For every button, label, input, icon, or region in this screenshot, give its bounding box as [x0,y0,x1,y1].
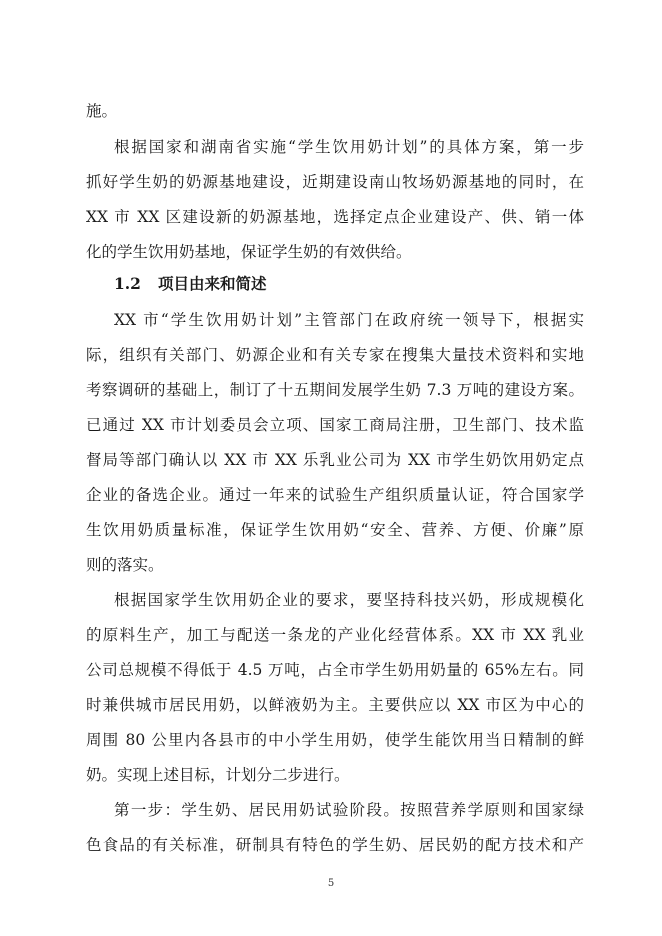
paragraph-2-line-2: 抓好学生奶的奶源基地建设，近期建设南山牧场奶源基地的同时，在 [86,173,584,191]
paragraph-2-line-4: 化的学生饮用奶基地，保证学生奶的有效供给。 [86,243,412,261]
paragraph-2-line-3: XX 市 XX 区建设新的奶源基地，选择定点企业建设产、供、销一体 [86,208,584,226]
paragraph-4-line-5: 周围 80 公里内各县市的中小学生用奶，使学生能饮用当日精制的鲜 [86,731,584,749]
section-title: 项目由来和简述 [158,274,267,293]
paragraph-4-line-3: 公司总规模不得低于 4.5 万吨，占全市学生奶用奶量的 65%左右。同 [86,661,584,679]
paragraph-4-line-2: 的原料生产，加工与配送一条龙的产业化经营体系。XX 市 XX 乳业 [86,626,584,644]
page-number: 5 [327,878,335,889]
paragraph-3-line-5: 督局等部门确认以 XX 市 XX 乐乳业公司为 XX 市学生奶饮用奶定点 [86,451,584,469]
section-number: 1.2 [114,274,141,293]
paragraph-5-line-2: 色食品的有关标准，研制具有特色的学生奶、居民奶的配方技术和产 [86,836,584,854]
section-heading [114,274,267,294]
paragraph-4-line-4: 时兼供城市居民用奶，以鲜液奶为主。主要供应以 XX 市区为中心的 [86,696,584,714]
paragraph-2-line-1: 根据国家和湖南省实施“学生饮用奶计划”的具体方案，第一步 [114,138,584,156]
paragraph-3-line-4: 已通过 XX 市计划委员会立项、国家工商局注册，卫生部门、技术监 [86,416,584,434]
paragraph-3-line-6: 企业的备选企业。通过一年来的试验生产组织质量认证，符合国家学 [86,486,584,504]
paragraph-5-line-1: 第一步：学生奶、居民用奶试验阶段。按照营养学原则和国家绿 [114,801,584,819]
paragraph-3-line-1: XX 市“学生饮用奶计划”主管部门在政府统一领导下，根据实 [114,311,584,329]
paragraph-4-line-1: 根据国家学生饮用奶企业的要求，要坚持科技兴奶，形成规模化 [114,591,584,609]
paragraph-4-line-6: 奶。实现上述目标，计划分二步进行。 [86,766,350,784]
paragraph-3-line-7: 生饮用奶质量标准，保证学生饮用奶“安全、营养、方便、价廉”原 [86,521,584,539]
paragraph-3-line-8: 则的落实。 [86,556,164,574]
paragraph-1-line-1: 施。 [86,102,118,120]
paragraph-3-line-3: 考察调研的基础上，制订了十五期间发展学生奶 7.3 万吨的建设方案。 [86,381,584,399]
paragraph-3-line-2: 际，组织有关部门、奶源企业和有关专家在搜集大量技术资料和实地 [86,346,584,364]
